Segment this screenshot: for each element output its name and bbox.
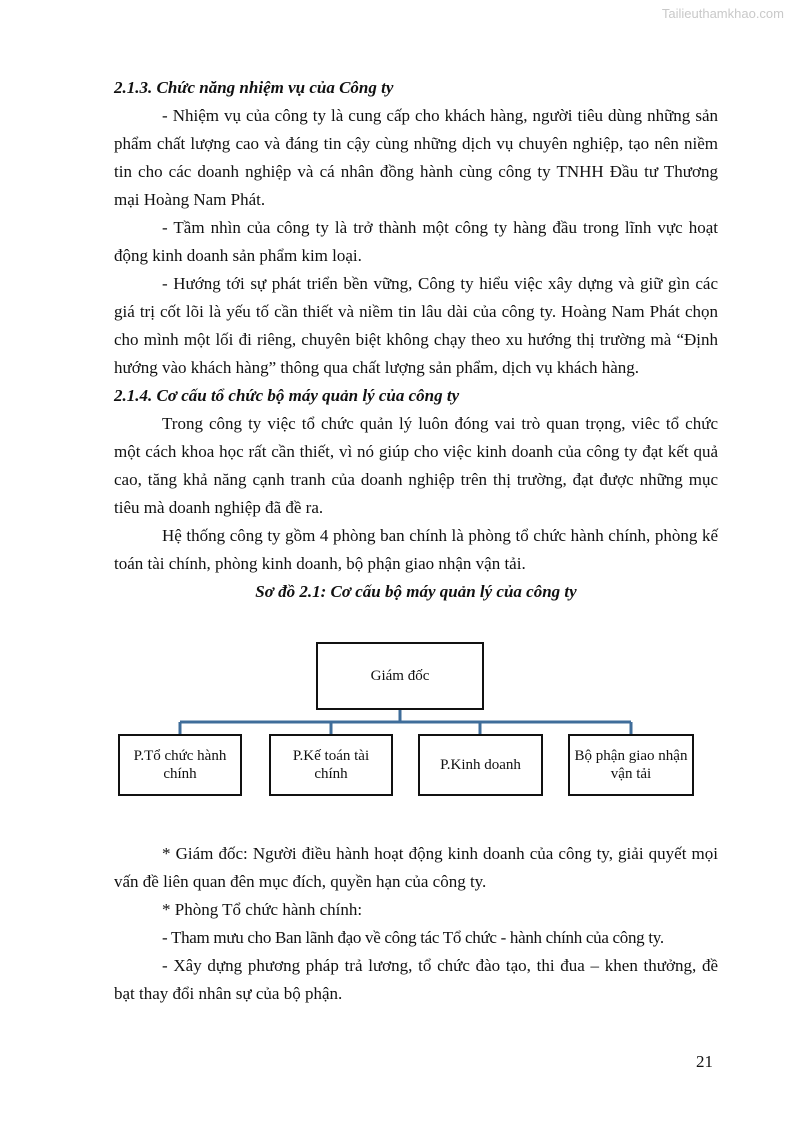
org-box-sales-dept: P.Kinh doanh [418, 734, 543, 796]
org-box-admin-dept: P.Tổ chức hành chính [118, 734, 242, 796]
page-content [114, 74, 718, 1008]
org-chart [114, 642, 718, 842]
paragraph: Trong công ty việc tổ chức quản lý luôn đóng vai trò quan trọng, viêc tổ chức một cách khoa học rất cần thiết, vì nó giúp cho việc kinh doanh của công ty đạt kết quả cao, tăng khả năng cạnh tranh của doanh nghiệp trên thị trường, đạt được những mục tiêu mà doanh nghiệp đã đề ra. [114, 414, 718, 517]
paragraph: Hệ thống công ty gồm 4 phòng ban chính là phòng tổ chức hành chính, phòng kế toán tài chính, phòng kinh doanh, bộ phận giao nhận vận tải. [114, 526, 718, 573]
paragraph: - Tham mưu cho Ban lãnh đạo về công tác Tổ chức - hành chính của công ty. [162, 928, 664, 947]
paragraph: - Nhiệm vụ của công ty là cung cấp cho khách hàng, người tiêu dùng những sản phẩm chất lượng cao và đáng tin cậy cùng những dịch vụ chuyên nghiệp, tạo nên niềm tin cho các doanh nghiệp và cá nhân đồng hành cùng công ty TNHH Đầu tư Thương mại Hoàng Nam Phát. [114, 106, 718, 209]
paragraph: * Phòng Tổ chức hành chính: [162, 900, 363, 919]
page-number: 21 [696, 1052, 713, 1071]
section-heading-2-1-3: 2.1.3. Chức năng nhiệm vụ của Công ty [114, 78, 394, 97]
diagram-caption: Sơ đồ 2.1: Cơ cấu bộ máy quản lý của công ty [255, 582, 577, 601]
description-block [114, 840, 718, 1008]
section-heading-2-1-4: 2.1.4. Cơ cấu tổ chức bộ máy quản lý của công ty [114, 386, 460, 405]
paragraph: - Hướng tới sự phát triển bền vững, Công ty hiểu việc xây dựng và giữ gìn các giá trị cốt lõi là yếu tố cần thiết và niềm tin lâu dài của công ty. Hoàng Nam Phát chọn cho mình một lối đi riêng, chuyên biệt không chạy theo xu hướng thị trường mà “Định hướng vào khách hàng” thông qua chất lượng sản phẩm, dịch vụ khách hàng. [114, 274, 718, 377]
paragraph: - Tầm nhìn của công ty là trở thành một công ty hàng đầu trong lĩnh vực hoạt động kinh doanh sản phẩm kim loại. [114, 218, 718, 265]
watermark: Tailieuthamkhao.com [661, 6, 784, 21]
org-box-director: Giám đốc [316, 642, 484, 710]
org-box-logistics-dept: Bộ phận giao nhận vận tải [568, 734, 694, 796]
paragraph: * Giám đốc: Người điều hành hoạt động kinh doanh của công ty, giải quyết mọi vấn đề liên quan đên mục đích, quyền hạn của công ty. [114, 844, 718, 891]
paragraph: - Xây dựng phương pháp trả lương, tổ chức đào tạo, thi đua – khen thưởng, đề bạt thay đổi nhân sự của bộ phận. [114, 956, 718, 1003]
org-box-accounting-dept: P.Kế toán tài chính [269, 734, 393, 796]
